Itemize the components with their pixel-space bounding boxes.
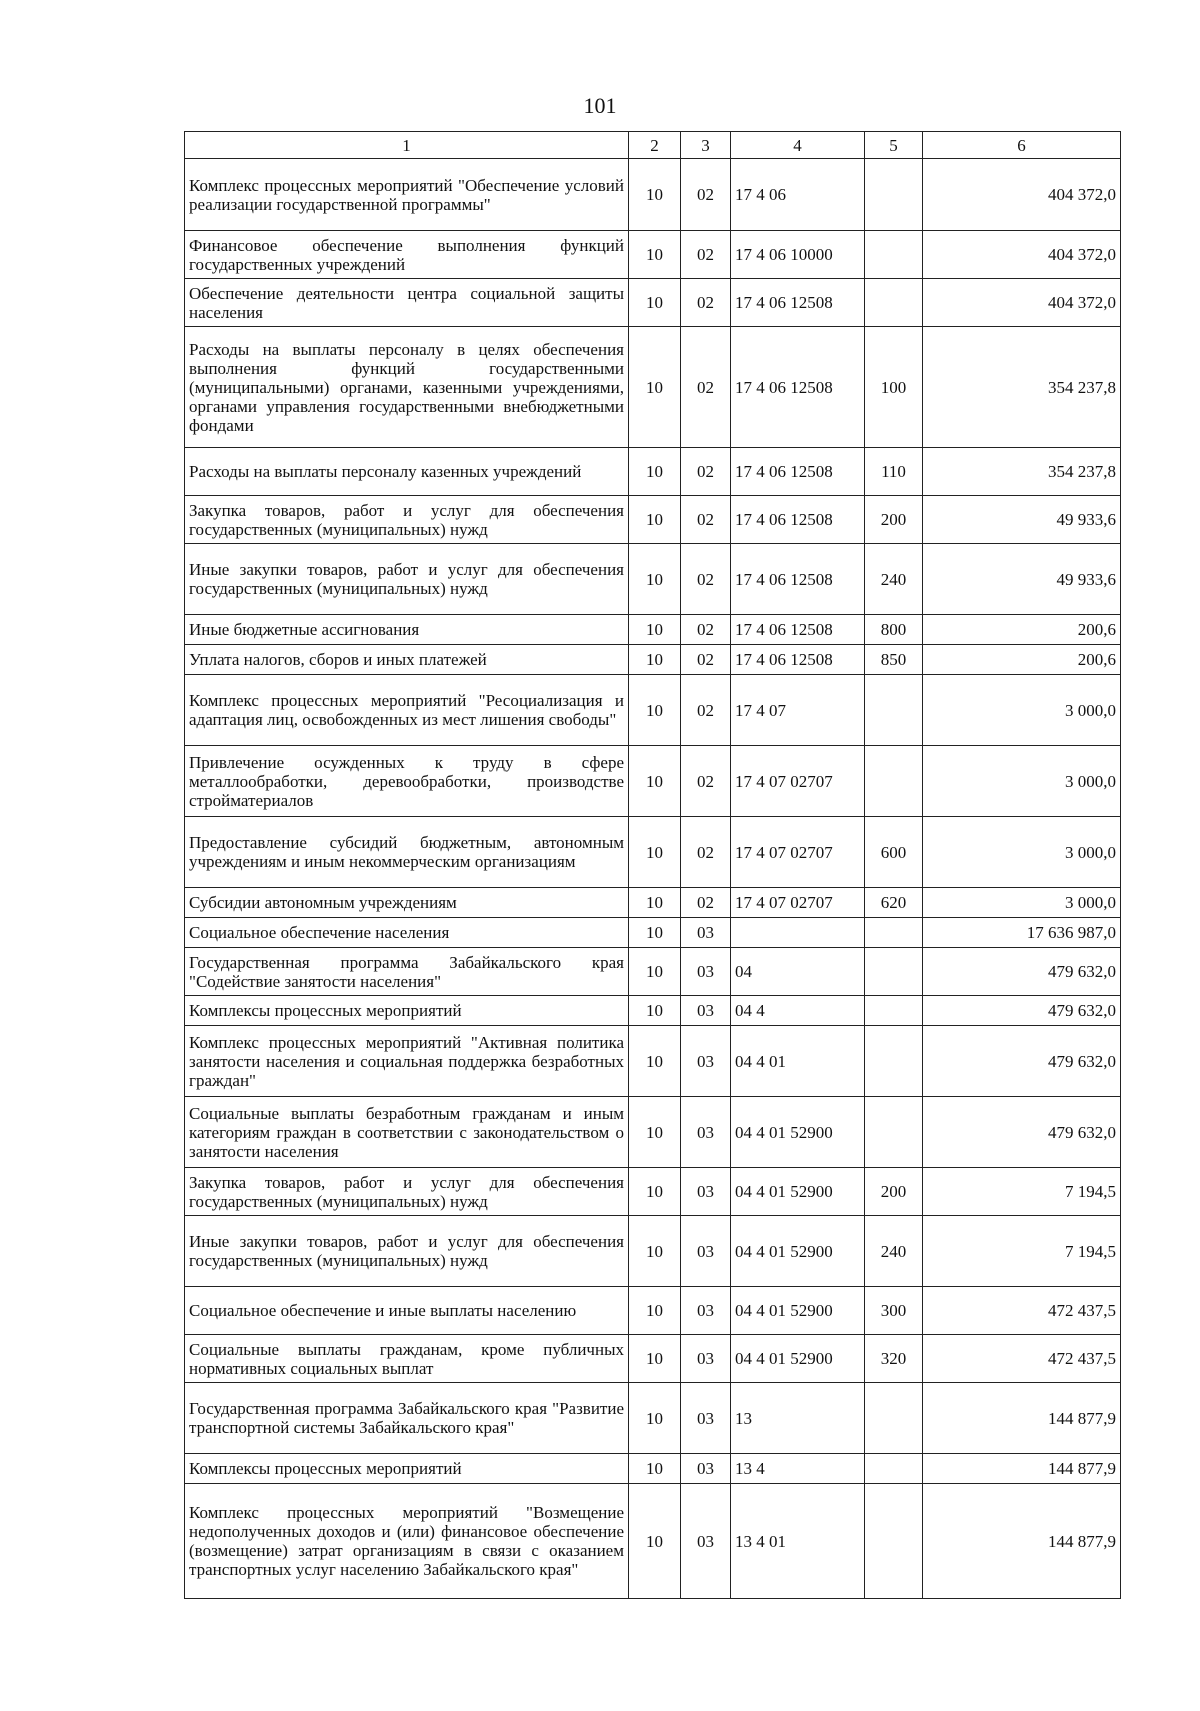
- row-section-cell: 10: [629, 231, 681, 279]
- table-row: [185, 159, 1121, 231]
- row-section-cell: 10: [629, 948, 681, 996]
- row-section-cell: 10: [629, 1097, 681, 1168]
- row-section-cell: 10: [629, 159, 681, 231]
- row-name-cell: Социальное обеспечение населения: [185, 918, 629, 948]
- row-amount-cell: 472 437,5: [923, 1287, 1121, 1335]
- row-section-cell: 10: [629, 1026, 681, 1097]
- row-expense-type-cell: 200: [865, 1168, 923, 1216]
- budget-table: [184, 131, 1121, 1599]
- row-subsection-cell: 02: [681, 279, 731, 327]
- row-amount-cell: 404 372,0: [923, 159, 1121, 231]
- row-subsection-cell: 03: [681, 948, 731, 996]
- row-amount-cell: 472 437,5: [923, 1335, 1121, 1383]
- row-expense-type-cell: [865, 948, 923, 996]
- row-section-cell: 10: [629, 996, 681, 1026]
- row-name-cell: Субсидии автономным учреждениям: [185, 888, 629, 918]
- row-target-article-cell: [731, 918, 865, 948]
- row-subsection-cell: 02: [681, 231, 731, 279]
- row-amount-cell: 3 000,0: [923, 675, 1121, 746]
- row-subsection-cell: 03: [681, 1454, 731, 1484]
- row-subsection-cell: 03: [681, 918, 731, 948]
- table-row: [185, 231, 1121, 279]
- row-subsection-cell: 02: [681, 888, 731, 918]
- table-row: [185, 888, 1121, 918]
- row-expense-type-cell: 110: [865, 448, 923, 496]
- row-subsection-cell: 03: [681, 1383, 731, 1454]
- row-subsection-cell: 02: [681, 448, 731, 496]
- row-subsection-cell: 03: [681, 1335, 731, 1383]
- row-section-cell: 10: [629, 817, 681, 888]
- row-amount-cell: 479 632,0: [923, 1026, 1121, 1097]
- row-name-cell: Расходы на выплаты персоналу в целях обеспечения выполнения функций государственными (муниципальными) органами, казенными учреждениями, органами управления государственными внебюджетными фондами: [185, 327, 629, 448]
- row-section-cell: 10: [629, 746, 681, 817]
- row-amount-cell: 49 933,6: [923, 544, 1121, 615]
- row-section-cell: 10: [629, 615, 681, 645]
- row-section-cell: 10: [629, 1168, 681, 1216]
- row-target-article-cell: 17 4 07 02707: [731, 817, 865, 888]
- row-target-article-cell: 17 4 06 12508: [731, 448, 865, 496]
- row-amount-cell: 354 237,8: [923, 448, 1121, 496]
- row-expense-type-cell: [865, 279, 923, 327]
- row-amount-cell: 479 632,0: [923, 1097, 1121, 1168]
- row-target-article-cell: 13 4 01: [731, 1484, 865, 1599]
- row-target-article-cell: 04 4 01 52900: [731, 1097, 865, 1168]
- row-section-cell: 10: [629, 327, 681, 448]
- row-section-cell: 10: [629, 645, 681, 675]
- row-section-cell: 10: [629, 675, 681, 746]
- row-expense-type-cell: [865, 1383, 923, 1454]
- table-row: [185, 918, 1121, 948]
- row-name-cell: Иные закупки товаров, работ и услуг для обеспечения государственных (муниципальных) нужд: [185, 1216, 629, 1287]
- row-subsection-cell: 02: [681, 746, 731, 817]
- page-number: 101: [583, 93, 617, 118]
- row-section-cell: 10: [629, 1287, 681, 1335]
- table-row: [185, 1097, 1121, 1168]
- row-amount-cell: 200,6: [923, 615, 1121, 645]
- row-section-cell: 10: [629, 888, 681, 918]
- column-header-pr: 3: [681, 132, 731, 159]
- row-name-cell: Комплекс процессных мероприятий "Активная политика занятости населения и социальная поддержка безработных граждан": [185, 1026, 629, 1097]
- table-row: [185, 1216, 1121, 1287]
- column-header-vr: 5: [865, 132, 923, 159]
- row-section-cell: 10: [629, 1335, 681, 1383]
- row-name-cell: Иные закупки товаров, работ и услуг для обеспечения государственных (муниципальных) нужд: [185, 544, 629, 615]
- row-amount-cell: 49 933,6: [923, 496, 1121, 544]
- table-header-row: [185, 132, 1121, 159]
- row-expense-type-cell: [865, 159, 923, 231]
- column-header-sum: 6: [923, 132, 1121, 159]
- row-subsection-cell: 02: [681, 496, 731, 544]
- row-target-article-cell: 17 4 07: [731, 675, 865, 746]
- row-target-article-cell: 04 4 01 52900: [731, 1287, 865, 1335]
- row-subsection-cell: 02: [681, 817, 731, 888]
- table-row: [185, 948, 1121, 996]
- row-section-cell: 10: [629, 918, 681, 948]
- row-section-cell: 10: [629, 1216, 681, 1287]
- row-amount-cell: 17 636 987,0: [923, 918, 1121, 948]
- table-row: [185, 544, 1121, 615]
- row-name-cell: Закупка товаров, работ и услуг для обеспечения государственных (муниципальных) нужд: [185, 496, 629, 544]
- table-row: [185, 746, 1121, 817]
- row-amount-cell: 3 000,0: [923, 746, 1121, 817]
- row-expense-type-cell: [865, 746, 923, 817]
- table-row: [185, 1484, 1121, 1599]
- row-target-article-cell: 17 4 06: [731, 159, 865, 231]
- row-name-cell: Социальное обеспечение и иные выплаты населению: [185, 1287, 629, 1335]
- row-expense-type-cell: 240: [865, 1216, 923, 1287]
- row-subsection-cell: 03: [681, 1484, 731, 1599]
- row-name-cell: Обеспечение деятельности центра социальной защиты населения: [185, 279, 629, 327]
- table-row: [185, 496, 1121, 544]
- column-header-rz: 2: [629, 132, 681, 159]
- row-expense-type-cell: 200: [865, 496, 923, 544]
- row-name-cell: Комплекс процессных мероприятий "Возмещение недополученных доходов и (или) финансовое обеспечение (возмещение) затрат организациям в связи с оказанием транспортных услуг населению Забайкальского края": [185, 1484, 629, 1599]
- row-name-cell: Государственная программа Забайкальского края "Содействие занятости населения": [185, 948, 629, 996]
- column-header-name: 1: [185, 132, 629, 159]
- row-name-cell: Социальные выплаты гражданам, кроме публичных нормативных социальных выплат: [185, 1335, 629, 1383]
- table-row: [185, 615, 1121, 645]
- row-section-cell: 10: [629, 1454, 681, 1484]
- row-subsection-cell: 03: [681, 1026, 731, 1097]
- row-name-cell: Расходы на выплаты персоналу казенных учреждений: [185, 448, 629, 496]
- row-amount-cell: 144 877,9: [923, 1484, 1121, 1599]
- row-expense-type-cell: 600: [865, 817, 923, 888]
- row-expense-type-cell: [865, 675, 923, 746]
- table-row: [185, 1454, 1121, 1484]
- row-amount-cell: 7 194,5: [923, 1216, 1121, 1287]
- row-amount-cell: 479 632,0: [923, 948, 1121, 996]
- row-subsection-cell: 03: [681, 1216, 731, 1287]
- row-name-cell: Комплекс процессных мероприятий "Обеспечение условий реализации государственной программы": [185, 159, 629, 231]
- row-amount-cell: 3 000,0: [923, 817, 1121, 888]
- row-expense-type-cell: 850: [865, 645, 923, 675]
- column-header-csr: 4: [731, 132, 865, 159]
- row-subsection-cell: 02: [681, 675, 731, 746]
- row-amount-cell: 479 632,0: [923, 996, 1121, 1026]
- row-target-article-cell: 17 4 06 12508: [731, 496, 865, 544]
- row-expense-type-cell: [865, 1484, 923, 1599]
- table-row: [185, 448, 1121, 496]
- row-section-cell: 10: [629, 279, 681, 327]
- row-section-cell: 10: [629, 544, 681, 615]
- row-target-article-cell: 17 4 06 12508: [731, 327, 865, 448]
- row-target-article-cell: 17 4 06 10000: [731, 231, 865, 279]
- row-subsection-cell: 02: [681, 327, 731, 448]
- row-section-cell: 10: [629, 1383, 681, 1454]
- table-row: [185, 996, 1121, 1026]
- row-target-article-cell: 04 4: [731, 996, 865, 1026]
- row-section-cell: 10: [629, 448, 681, 496]
- row-target-article-cell: 04 4 01 52900: [731, 1216, 865, 1287]
- row-amount-cell: 404 372,0: [923, 279, 1121, 327]
- row-target-article-cell: 13: [731, 1383, 865, 1454]
- row-name-cell: Комплекс процессных мероприятий "Ресоциализация и адаптация лиц, освобожденных из мест лишения свободы": [185, 675, 629, 746]
- row-name-cell: Комплексы процессных мероприятий: [185, 996, 629, 1026]
- table-row: [185, 675, 1121, 746]
- table-row: [185, 279, 1121, 327]
- row-expense-type-cell: 800: [865, 615, 923, 645]
- row-subsection-cell: 02: [681, 615, 731, 645]
- row-name-cell: Социальные выплаты безработным гражданам и иным категориям граждан в соответствии с законодательством о занятости населения: [185, 1097, 629, 1168]
- row-subsection-cell: 03: [681, 996, 731, 1026]
- row-name-cell: Иные бюджетные ассигнования: [185, 615, 629, 645]
- row-expense-type-cell: [865, 1026, 923, 1097]
- row-target-article-cell: 17 4 07 02707: [731, 746, 865, 817]
- table-row: [185, 1168, 1121, 1216]
- row-target-article-cell: 04 4 01 52900: [731, 1168, 865, 1216]
- row-expense-type-cell: [865, 1097, 923, 1168]
- row-expense-type-cell: 620: [865, 888, 923, 918]
- row-section-cell: 10: [629, 1484, 681, 1599]
- row-amount-cell: 404 372,0: [923, 231, 1121, 279]
- table-row: [185, 645, 1121, 675]
- row-expense-type-cell: 240: [865, 544, 923, 615]
- row-amount-cell: 144 877,9: [923, 1383, 1121, 1454]
- table-row: [185, 1287, 1121, 1335]
- table-row: [185, 327, 1121, 448]
- row-subsection-cell: 02: [681, 159, 731, 231]
- row-name-cell: Государственная программа Забайкальского края "Развитие транспортной системы Забайкальского края": [185, 1383, 629, 1454]
- table-body: [185, 159, 1121, 1599]
- row-target-article-cell: 17 4 06 12508: [731, 279, 865, 327]
- row-target-article-cell: 17 4 06 12508: [731, 645, 865, 675]
- row-name-cell: Комплексы процессных мероприятий: [185, 1454, 629, 1484]
- table-row: [185, 1335, 1121, 1383]
- row-subsection-cell: 02: [681, 544, 731, 615]
- table-row: [185, 1383, 1121, 1454]
- row-expense-type-cell: [865, 996, 923, 1026]
- row-section-cell: 10: [629, 496, 681, 544]
- row-name-cell: Уплата налогов, сборов и иных платежей: [185, 645, 629, 675]
- row-name-cell: Финансовое обеспечение выполнения функций государственных учреждений: [185, 231, 629, 279]
- row-target-article-cell: 17 4 06 12508: [731, 544, 865, 615]
- table-row: [185, 817, 1121, 888]
- row-subsection-cell: 03: [681, 1097, 731, 1168]
- table-row: [185, 1026, 1121, 1097]
- row-name-cell: Закупка товаров, работ и услуг для обеспечения государственных (муниципальных) нужд: [185, 1168, 629, 1216]
- row-amount-cell: 200,6: [923, 645, 1121, 675]
- row-amount-cell: 3 000,0: [923, 888, 1121, 918]
- row-subsection-cell: 03: [681, 1287, 731, 1335]
- row-expense-type-cell: 320: [865, 1335, 923, 1383]
- row-amount-cell: 7 194,5: [923, 1168, 1121, 1216]
- row-name-cell: Привлечение осужденных к труду в сфере металлообработки, деревообработки, производстве стройматериалов: [185, 746, 629, 817]
- row-subsection-cell: 03: [681, 1168, 731, 1216]
- row-subsection-cell: 02: [681, 645, 731, 675]
- row-expense-type-cell: 300: [865, 1287, 923, 1335]
- row-expense-type-cell: 100: [865, 327, 923, 448]
- row-target-article-cell: 04 4 01: [731, 1026, 865, 1097]
- row-target-article-cell: 17 4 07 02707: [731, 888, 865, 918]
- row-target-article-cell: 04: [731, 948, 865, 996]
- row-amount-cell: 354 237,8: [923, 327, 1121, 448]
- row-target-article-cell: 04 4 01 52900: [731, 1335, 865, 1383]
- row-target-article-cell: 13 4: [731, 1454, 865, 1484]
- row-expense-type-cell: [865, 231, 923, 279]
- row-expense-type-cell: [865, 1454, 923, 1484]
- row-amount-cell: 144 877,9: [923, 1454, 1121, 1484]
- row-expense-type-cell: [865, 918, 923, 948]
- row-name-cell: Предоставление субсидий бюджетным, автономным учреждениям и иным некоммерческим организациям: [185, 817, 629, 888]
- row-target-article-cell: 17 4 06 12508: [731, 615, 865, 645]
